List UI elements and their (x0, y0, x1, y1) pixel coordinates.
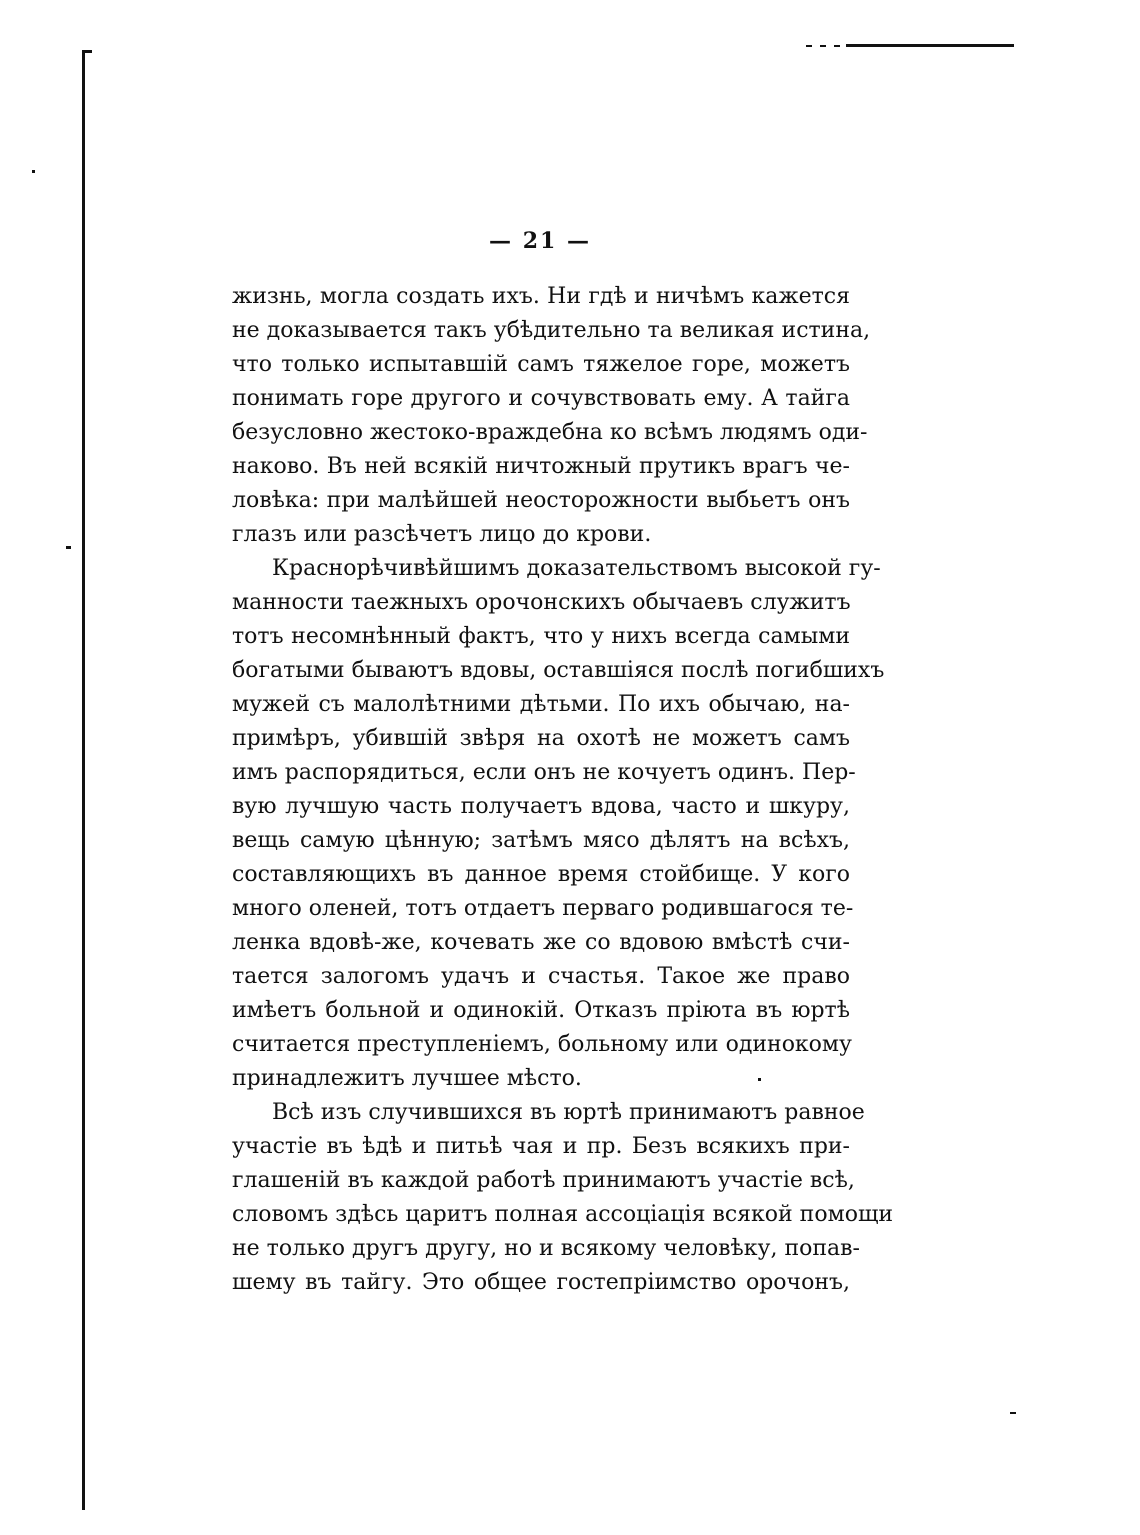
text-line: мужей съ малолѣтними дѣтьми. По ихъ обычаю, на- (232, 692, 850, 717)
scan-speck (66, 546, 71, 549)
text-line: тается залогомъ удачъ и счастья. Такое же право (232, 964, 850, 989)
text-line: примѣръ, убившій звѣря на охотѣ не можетъ самъ (232, 726, 850, 751)
scan-speck (32, 170, 35, 173)
text-line: жизнь, могла создать ихъ. Ни гдѣ и ничѣмъ кажется (232, 284, 850, 309)
text-line: имъ распорядиться, если онъ не кочуетъ одинъ. Пер- (232, 760, 856, 785)
text-line: вещь самую цѣнную; затѣмъ мясо дѣлятъ на всѣхъ, (232, 828, 850, 853)
scan-dash (820, 45, 826, 47)
scan-dash (806, 45, 812, 47)
text-line: имѣетъ больной и одинокій. Отказъ пріюта въ юртѣ (232, 998, 850, 1023)
text-line: принадлежитъ лучшее мѣсто. (232, 1066, 582, 1091)
text-line: шему въ тайгу. Это общее гостепріимство орочонъ, (232, 1270, 850, 1295)
text-line: составляющихъ въ данное время стойбище. У кого (232, 862, 850, 887)
text-line: Краснорѣчивѣйшимъ доказательствомъ высокой гу- (272, 556, 881, 581)
text-line: глашеній въ каждой работѣ принимаютъ участіе всѣ, (232, 1168, 855, 1193)
paragraph (232, 280, 871, 552)
text-line: вую лучшую часть получаетъ вдова, часто и шкуру, (232, 794, 850, 819)
text-line: наково. Въ ней всякій ничтожный прутикъ врагъ че- (232, 454, 850, 479)
scan-dash (834, 45, 840, 47)
page-number: — 21 — (489, 228, 591, 254)
scan-edge-line (82, 50, 85, 1510)
text-line: участіе въ ѣдѣ и питьѣ чая и пр. Безъ всякихъ при- (232, 1134, 850, 1159)
page-body-text (232, 280, 894, 1300)
text-line: понимать горе другого и сочувствовать ему. А тайга (232, 386, 850, 411)
text-line: манности таежныхъ орочонскихъ обычаевъ служитъ (232, 590, 851, 615)
text-line: не доказывается такъ убѣдительно та великая истина, (232, 318, 871, 343)
paragraph (232, 1096, 894, 1300)
scan-corner-mark (82, 50, 92, 53)
scan-speck (1010, 1412, 1016, 1414)
text-line: тотъ несомнѣнный фактъ, что у нихъ всегда самыми (232, 624, 850, 649)
text-line: безусловно жестоко-враждебна ко всѣмъ людямъ оди- (232, 420, 868, 445)
scan-top-rule (846, 44, 1014, 47)
text-line: глазъ или разсѣчетъ лицо до крови. (232, 522, 652, 547)
paragraph (232, 552, 885, 1096)
text-line: ловѣка: при малѣйшей неосторожности выбьетъ онъ (232, 488, 850, 513)
text-line: считается преступленіемъ, больному или одинокому (232, 1032, 852, 1057)
text-line: не только другъ другу, но и всякому человѣку, попав- (232, 1236, 860, 1261)
text-line: словомъ здѣсь царитъ полная ассоціація всякой помощи (232, 1202, 894, 1227)
text-line: Всѣ изъ случившихся въ юртѣ принимаютъ равное (272, 1100, 865, 1125)
text-line: ленка вдовѣ-же, кочевать же со вдовою вмѣстѣ счи- (232, 930, 850, 955)
text-line: богатыми бываютъ вдовы, оставшіяся послѣ погибшихъ (232, 658, 885, 683)
text-line: много оленей, тотъ отдаетъ перваго родившагося те- (232, 896, 854, 921)
text-line: что только испытавшій самъ тяжелое горе, можетъ (232, 352, 850, 377)
